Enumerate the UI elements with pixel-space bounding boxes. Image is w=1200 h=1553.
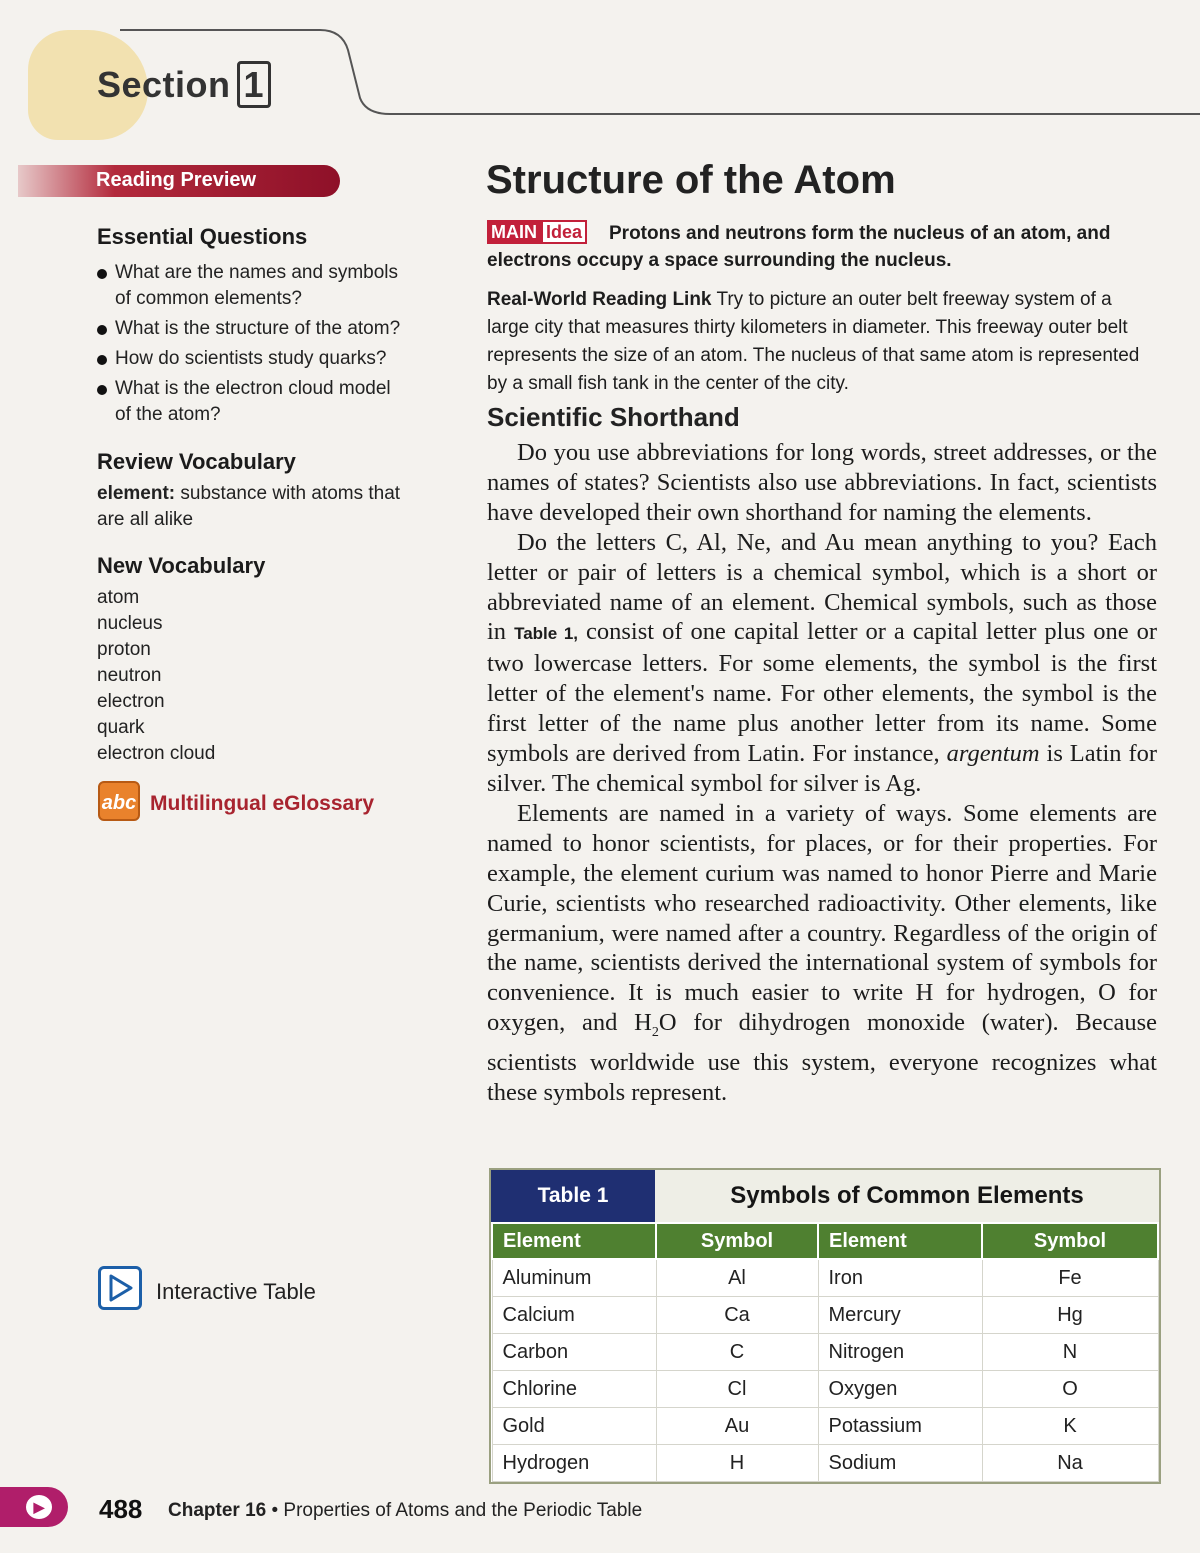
table-cell: Carbon <box>492 1334 656 1371</box>
main-idea-text: Protons and neutrons form the nucleus of an atom, and electrons occupy a space surrounding the nucleus. <box>487 223 1111 271</box>
table-grid <box>491 1222 1159 1482</box>
table-cell: Mercury <box>818 1297 982 1334</box>
paragraph: Elements are named in a variety of ways. Some elements are named to honor scientists, for places, or for their properties. For example, the element curium was named to honor Pierre and Marie Curie, scientists who researched radioactivity. Other elements, like germanium, were named after a country. Regardless of the origin of the name, scientists derived the international system of symbols for convenience. It is much easier to write H for hydrogen, O for oxygen, and $H_2O$ for dihydrogen monoxide (water). Because scientists worldwide use this system, everyone recognizes what these symbols represent. <box>487 799 1157 1106</box>
essential-questions-heading: Essential Questions <box>97 224 308 249</box>
section-number: 1 <box>237 61 272 108</box>
table-cell: Na <box>982 1445 1158 1482</box>
table-row <box>492 1297 1158 1334</box>
table-cell: Al <box>656 1259 818 1297</box>
vocab-item: proton <box>97 639 151 660</box>
elements-table <box>489 1168 1161 1484</box>
main-idea-badge <box>487 220 587 244</box>
reading-preview-label: Reading Preview <box>96 169 257 191</box>
table-row <box>492 1371 1158 1408</box>
audio-button[interactable] <box>0 1487 68 1527</box>
review-vocabulary-entry <box>97 481 417 533</box>
vocab-item: neutron <box>97 665 162 686</box>
table-cell: Aluminum <box>492 1259 656 1297</box>
speaker-icon: ▶ <box>26 1495 52 1519</box>
table-cell: Ca <box>656 1297 818 1334</box>
table-cell: Sodium <box>818 1445 982 1482</box>
table-row <box>492 1445 1158 1482</box>
idea-badge: Idea <box>541 220 587 244</box>
list-item: What is the structure of the atom? <box>97 316 407 342</box>
table-cell: Calcium <box>492 1297 656 1334</box>
chapter-title: Properties of Atoms and the Periodic Table <box>283 1500 643 1521</box>
table-cell: Iron <box>818 1259 982 1297</box>
page-number: 488 <box>99 1494 143 1524</box>
latin-term: argentum <box>946 740 1040 768</box>
header-rule <box>120 28 1200 118</box>
table-label: Table 1 <box>491 1170 655 1222</box>
paragraph: Do you use abbreviations for long words, street addresses, or the names of states? Scientists also use abbreviations. In fact, scientists have developed their own shorthand for naming the elements. <box>487 439 1157 526</box>
table-cell: Hydrogen <box>492 1445 656 1482</box>
table-cell: C <box>656 1334 818 1371</box>
real-world-text: Try to picture an outer belt freeway system of a large city that measures thirty kilometers in diameter. This freeway outer belt represents the size of an atom. The nucleus of that same atom is represented by a small fish tank in the center of the city. <box>487 289 1140 394</box>
separator: • <box>271 1500 279 1521</box>
table-row <box>492 1408 1158 1445</box>
table-cell: Hg <box>982 1297 1158 1334</box>
glossary-icon[interactable]: abc <box>98 781 140 821</box>
table-cell: Gold <box>492 1408 656 1445</box>
table-cell: O <box>982 1371 1158 1408</box>
table-cell: Potassium <box>818 1408 982 1445</box>
table-row <box>492 1259 1158 1297</box>
body-text <box>487 438 1157 1108</box>
paragraph: Do the letters C, Al, Ne, and Au mean anything to you? Each letter or pair of letters is a chemical symbol, which is a short or abbreviated name of an element. Chemical symbols, such as those in Table 1, consist of one capital letter or a capital letter plus one or two lowercase letters. For some elements, the symbol is the first letter of the element's name. For other elements, the symbol is the first letter of the name plus another letter from its name. Some symbols are derived from Latin. For instance, argentum is Latin for silver. The chemical symbol for silver is Ag. <box>487 528 1158 797</box>
vocab-item: electron cloud <box>97 743 216 764</box>
section-title: Section 1 <box>97 64 271 106</box>
vocab-definition: substance with atoms that are all alike <box>97 483 401 530</box>
main-badge: MAIN <box>487 220 541 244</box>
chapter-label: Chapter 16 <box>168 1500 267 1521</box>
column-header: Element <box>818 1223 982 1259</box>
chapter-footer <box>168 1500 642 1522</box>
new-vocabulary-heading: New Vocabulary <box>97 553 266 578</box>
real-world-reading-link <box>487 286 1147 398</box>
table-cell: Chlorine <box>492 1371 656 1408</box>
table-cell: Cl <box>656 1371 818 1408</box>
column-header: Element <box>492 1223 656 1259</box>
table-cell: Nitrogen <box>818 1334 982 1371</box>
new-vocabulary-list <box>97 585 215 767</box>
table-reference[interactable]: Table 1, <box>514 624 578 644</box>
table-header-row <box>492 1223 1158 1259</box>
vocab-item: nucleus <box>97 613 163 634</box>
list-item: How do scientists study quarks? <box>97 346 407 372</box>
interactive-table-link[interactable]: Interactive Table <box>156 1279 316 1304</box>
column-header: Symbol <box>982 1223 1158 1259</box>
reading-preview-bar <box>18 165 340 197</box>
vocab-item: quark <box>97 717 145 738</box>
essential-questions-list <box>97 260 407 432</box>
vocab-term: element: <box>97 483 176 504</box>
vocab-item: electron <box>97 691 165 712</box>
real-world-label: Real-World Reading Link <box>487 289 712 310</box>
list-item: What are the names and symbols of common elements? <box>97 260 407 312</box>
vocab-item: atom <box>97 587 140 608</box>
section-subheading: Scientific Shorthand <box>487 402 740 432</box>
table-cell: Fe <box>982 1259 1158 1297</box>
table-cell: Oxygen <box>818 1371 982 1408</box>
subscript: 2 <box>651 1025 659 1041</box>
table-row <box>492 1334 1158 1371</box>
table-cell: K <box>982 1408 1158 1445</box>
table-cell: H <box>656 1445 818 1482</box>
list-item: What is the electron cloud model of the atom? <box>97 376 407 428</box>
table-header <box>491 1170 1159 1222</box>
review-vocabulary-heading: Review Vocabulary <box>97 449 296 474</box>
column-header: Symbol <box>656 1223 818 1259</box>
page-title: Structure of the Atom <box>486 158 896 202</box>
table-title: Symbols of Common Elements <box>655 1170 1159 1222</box>
table-cell: Au <box>656 1408 818 1445</box>
interactive-table-icon[interactable] <box>98 1266 142 1310</box>
table-cell: N <box>982 1334 1158 1371</box>
glossary-link[interactable]: Multilingual eGlossary <box>150 792 375 815</box>
